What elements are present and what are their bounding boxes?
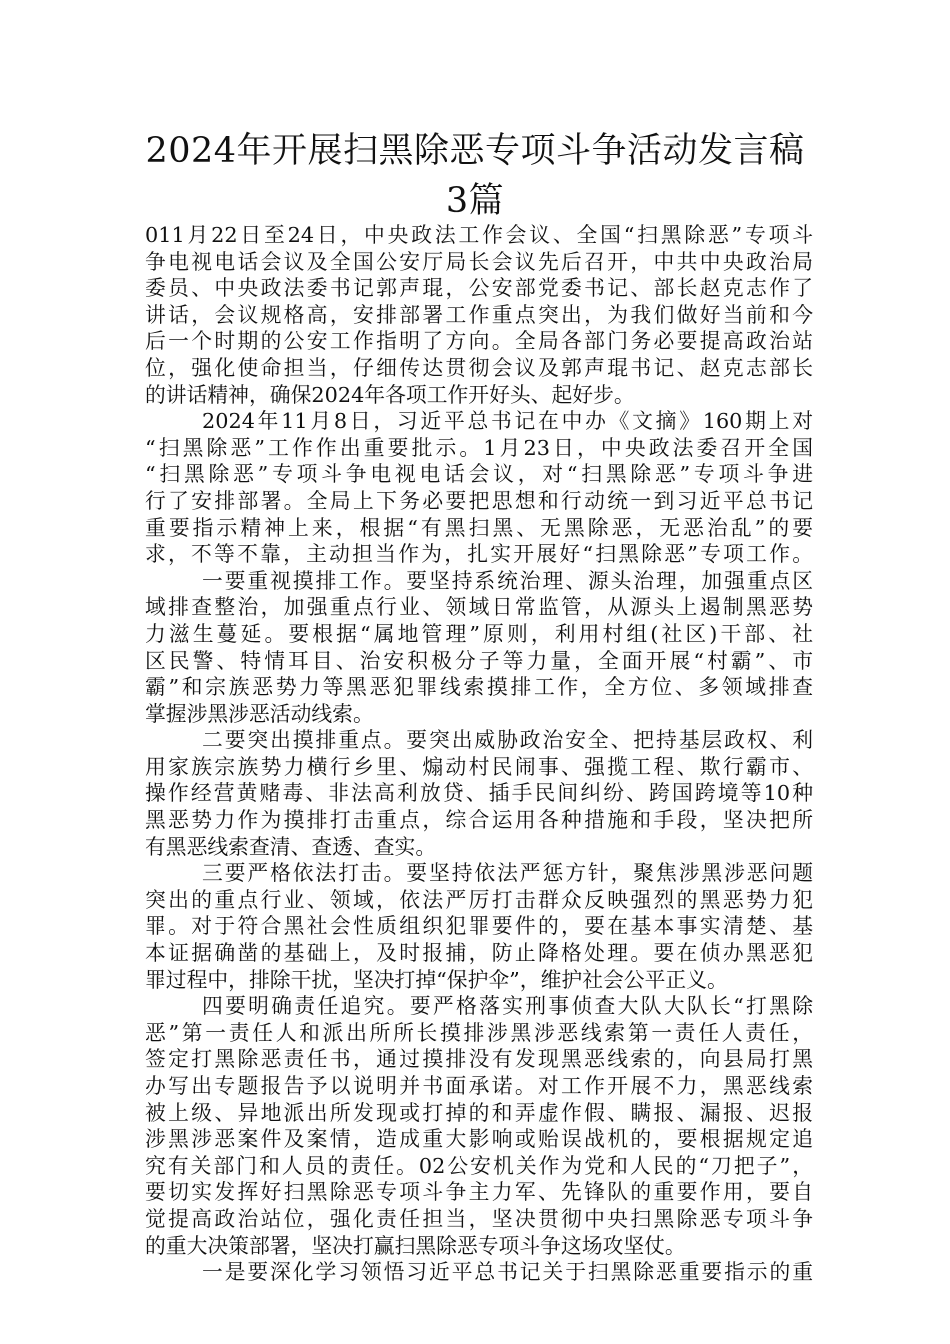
body-line: 一要重视摸排工作。要坚持系统治理、源头治理，加强重点区	[202, 568, 813, 593]
body-line: 委员、中央政法委书记郭声琨，公安部党委书记、部长赵克志作了	[145, 276, 813, 301]
body-line: 用家族宗族势力横行乡里、煽动村民闹事、强揽工程、欺行霸市、	[145, 754, 813, 779]
body-line: 恶”第一责任人和派出所所长摸排涉黑涉恶线索第一责任人责任，	[145, 1020, 813, 1045]
body-line: 2024年11月8日，习近平总书记在中办《文摘》160期上对	[202, 409, 813, 434]
body-line: 三要严格依法打击。要坚持依法严惩方针，聚焦涉黑涉恶问题	[202, 861, 813, 886]
body-line: 究有关部门和人员的责任。02公安机关作为党和人民的“刀把子”，	[145, 1153, 813, 1178]
body-line: 域排查整治，加强重点行业、领域日常监管，从源头上遏制黑恶势	[145, 595, 813, 620]
body-line: 后一个时期的公安工作指明了方向。全局各部门务必要提高政治站	[145, 329, 813, 354]
body-line: 本证据确凿的基础上，及时报捕，防止降格处理。要在侦办黑恶犯	[145, 941, 813, 966]
body-line: 被上级、异地派出所发现或打掉的和弄虚作假、瞒报、漏报、迟报	[145, 1100, 813, 1125]
body-line: 突出的重点行业、领域，依法严厉打击群众反映强烈的黑恶势力犯	[145, 887, 813, 912]
body-line: 力滋生蔓延。要根据“属地管理”原则，利用村组(社区)干部、社	[145, 621, 813, 646]
body-line: 争电视电话会议及全国公安厅局长会议先后召开，中共中央政治局	[145, 249, 813, 274]
body-line: 的重大决策部署，坚决打赢扫黑除恶专项斗争这场攻坚仗。	[145, 1233, 686, 1258]
body-line: “扫黑除恶”工作作出重要批示。1月23日，中央政法委召开全国	[145, 435, 813, 460]
body-line: 二要突出摸排重点。要突出威胁政治安全、把持基层政权、利	[202, 728, 813, 753]
body-line: 有黑恶线索查清、查透、查实。	[145, 834, 437, 859]
body-line: 觉提高政治站位，强化责任担当，坚决贯彻中央扫黑除恶专项斗争	[145, 1206, 813, 1231]
body-line: 签定打黑除恶责任书，通过摸排没有发现黑恶线索的，向县局打黑	[145, 1047, 813, 1072]
body-line: 涉黑涉恶案件及案情，造成重大影响或贻误战机的，要根据规定追	[145, 1127, 813, 1152]
body-line: 霸”和宗族恶势力等黑恶犯罪线索摸排工作，全方位、多领域排查	[145, 675, 813, 700]
body-line: 位，强化使命担当，仔细传达贯彻会议及郭声琨书记、赵克志部长	[145, 355, 813, 380]
body-line: 操作经营黄赌毒、非法高利放贷、插手民间纠纷、跨国跨境等10种	[145, 781, 813, 806]
body-line: 区民警、特情耳目、治安积极分子等力量，全面开展“村霸”、市	[145, 648, 813, 673]
body-line: “扫黑除恶”专项斗争电视电话会议，对“扫黑除恶”专项斗争进	[145, 462, 813, 487]
body-line: 一是要深化学习领悟习近平总书记关于扫黑除恶重要指示的重	[202, 1260, 813, 1285]
body-line: 四要明确责任追究。要严格落实刑事侦查大队大队长“打黑除	[202, 994, 813, 1019]
body-line: 掌握涉黑涉恶活动线索。	[145, 701, 374, 726]
body-line: 办写出专题报告予以说明并书面承诺。对工作开展不力，黑恶线索	[145, 1074, 813, 1098]
body-line: 的讲话精神，确保2024年各项工作开好头、起好步。	[145, 382, 635, 407]
body-line: 求，不等不靠，主动担当作为，扎实开展好“扫黑除恶”专项工作。	[145, 542, 813, 567]
body-line: 行了安排部署。全局上下务必要把思想和行动统一到习近平总书记	[145, 488, 813, 513]
document-title-line-1: 2024年开展扫黑除恶专项斗争活动发言稿	[145, 131, 805, 171]
document-title-line-2: 3篇	[445, 181, 505, 221]
body-line: 罪过程中，排除干扰，坚决打掉“保护伞”，维护社会公平正义。	[145, 967, 728, 992]
body-line: 011月22日至24日，中央政法工作会议、全国“扫黑除恶”专项斗	[145, 223, 813, 247]
document-body	[145, 222, 813, 1286]
body-line: 讲话，会议规格高，安排部署工作重点突出，为我们做好当前和今	[145, 302, 813, 327]
body-line: 重要指示精神上来，根据“有黑扫黑、无黑除恶，无恶治乱”的要	[145, 515, 813, 540]
body-line: 要切实发挥好扫黑除恶专项斗争主力军、先锋队的重要作用，要自	[145, 1180, 813, 1205]
body-line: 罪。对于符合黑社会性质组织犯罪要件的，要在基本事实清楚、基	[145, 914, 813, 939]
body-line: 黑恶势力作为摸排打击重点，综合运用各种措施和手段，坚决把所	[145, 808, 813, 833]
